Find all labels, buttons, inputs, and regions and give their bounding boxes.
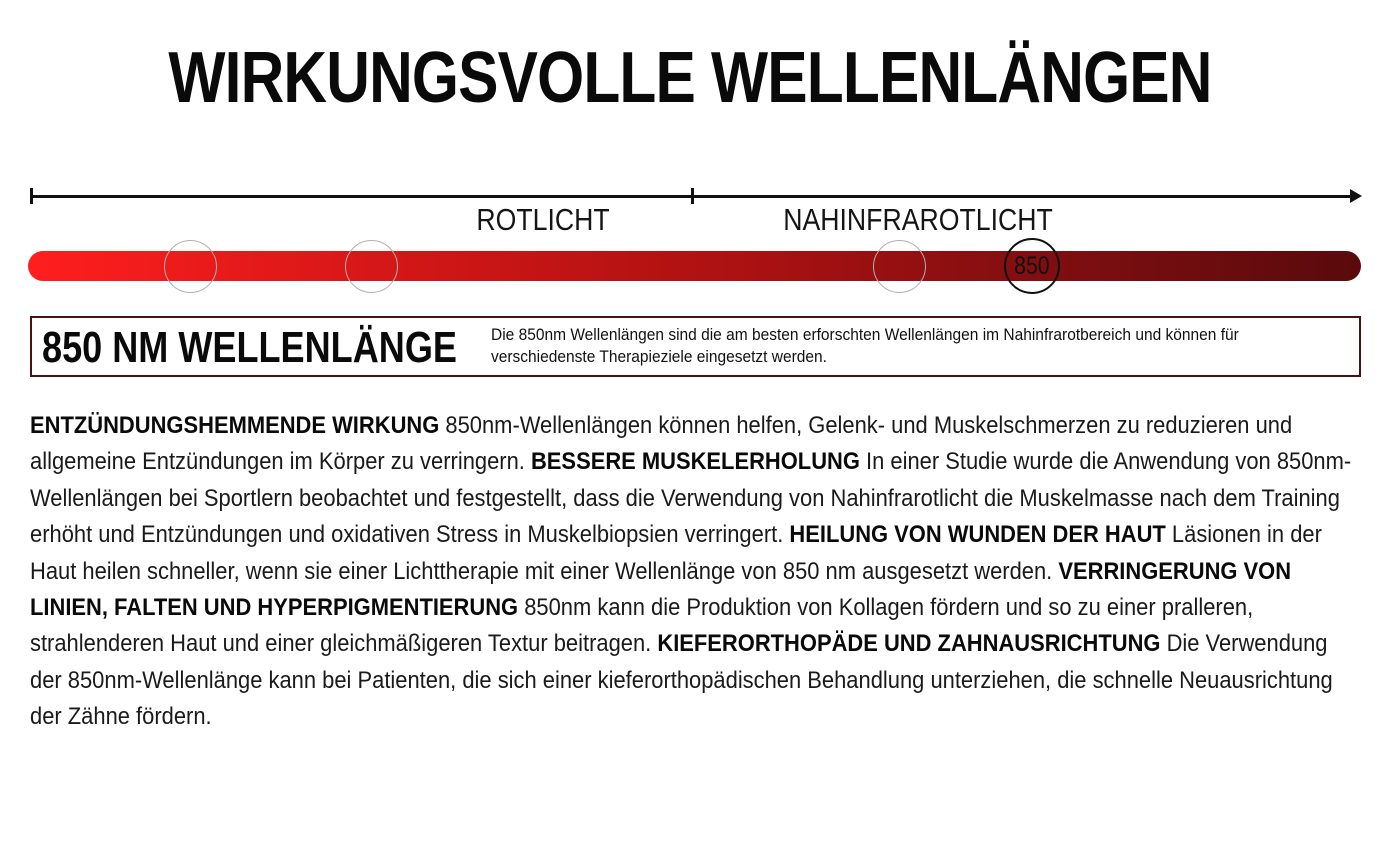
wavelength-marker[interactable] [345,240,398,293]
axis-start-tick [30,188,33,204]
active-marker-label: 850 [1014,251,1050,280]
section-heading: BESSERE MUSKELERHOLUNG [530,448,860,476]
section-heading: KIEFERORTHOPÄDE UND ZAHNAUSRICHTUNG [657,630,1161,658]
wavelength-marker[interactable] [873,240,926,293]
wavelength-marker-active[interactable] [1004,238,1060,294]
section-heading: ENTZÜNDUNGSHEMMENDE WIRKUNG [30,412,440,439]
wavelength-info-box [30,316,1361,377]
axis-divider-tick [691,188,694,204]
section-heading: VERRINGERUNG VON LINIEN, FALTEN UND HYPERPIGMENTIERUNG [30,557,1292,622]
benefits-paragraph [30,408,1355,736]
info-description: Die 850nm Wellenlängen sind die am besten erforschten Wellenlängen im Nahinfrarotbereich und können für verschiedenste Therapieziele eingesetzt werden. [491,326,1239,366]
wavelength-marker[interactable] [164,240,217,293]
axis-arrow-icon [1350,189,1362,203]
section-text: 850nm kann die Produktion von Kollagen fördern und so zu einer pralleren, strahlenderen Haut und einer gleichmäßigeren Textur beitragen. [30,594,1254,658]
section-heading: HEILUNG VON WUNDEN DER HAUT [789,521,1166,549]
region-label-nahinfrarotlicht: NAHINFRAROTLICHT [783,202,1053,237]
section-text: In einer Studie wurde die Anwendung von 850nm-Wellenlängen bei Sportlern beobachtet und festgestellt, dass die Verwendung von Nahinfrarotlicht die Muskelmasse nach dem Training erhöht und Entzündungen und oxidativen Stress in Muskelbiopsien verringert. [30,448,1352,549]
section-text: Die Verwendung der 850nm-Wellenlänge kann bei Patienten, die sich einer kieferorthopädischen Behandlung unterziehen, die schnelle Neuausrichtung der Zähne fördern. [30,630,1333,731]
info-heading: 850 NM WELLENLÄNGE [42,323,457,372]
spectrum-bar [28,251,1361,281]
section-text: Läsionen in der Haut heilen schneller, wenn sie einer Lichttherapie mit einer Wellenlänge von 850 nm ausgesetzt werden. [30,521,1322,585]
region-label-rotlicht: ROTLICHT [476,202,610,237]
page-title: WIRKUNGSVOLLE WELLENLÄNGEN [168,38,1212,118]
section-text: 850nm-Wellenlängen können helfen, Gelenk- und Muskelschmerzen zu reduzieren und allgemeine Entzündungen im Körper zu verringern. [30,412,1293,476]
